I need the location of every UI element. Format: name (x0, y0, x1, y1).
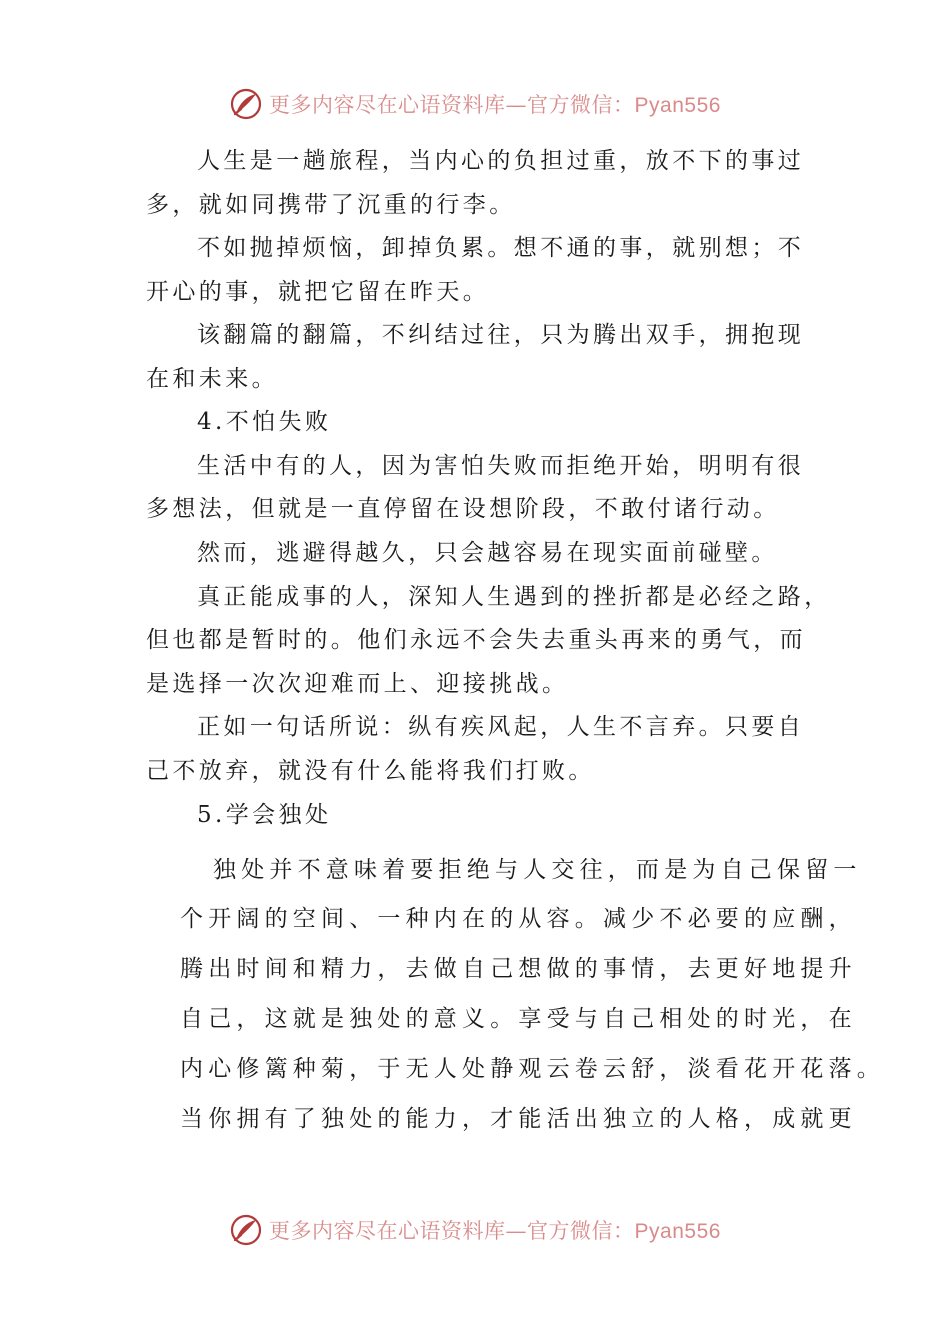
wechat-id: Pyan556 (634, 94, 721, 117)
text-line: 是选择一次次迎难而上、迎接挑战。 (146, 671, 569, 697)
text-line: 该翻篇的翻篇，不纠结过往，只为腾出双手，拥抱现 (197, 322, 805, 348)
banner-text: 更多内容尽在心语资料库—官方微信：Pyan556 (269, 93, 721, 117)
text-line: 自己，这就是独处的意义。享受与自己相处的时光，在 (180, 1006, 857, 1032)
header-banner (0, 84, 950, 124)
wechat-id: Pyan556 (634, 1220, 721, 1243)
text-line: 个开阔的空间、一种内在的从容。减少不必要的应酬， (180, 906, 857, 932)
text-line: 生活中有的人，因为害怕失败而拒绝开始，明明有很 (197, 453, 805, 479)
banner-text: 更多内容尽在心语资料库—官方微信：Pyan556 (269, 1219, 721, 1243)
text-line: 多，就如同携带了沉重的行李。 (146, 192, 516, 218)
text-line: 腾出时间和精力，去做自己想做的事情，去更好地提升 (180, 956, 857, 982)
text-line: 然而，逃避得越久，只会越容易在现实面前碰壁。 (197, 540, 778, 566)
text-line: 在和未来。 (146, 366, 278, 392)
text-line: 多想法，但就是一直停留在设想阶段，不敢付诸行动。 (146, 496, 780, 522)
text-line: 正如一句话所说：纵有疾风起，人生不言弃。只要自 (197, 714, 805, 740)
text-line: 真正能成事的人，深知人生遇到的挫折都是必经之路， (197, 584, 831, 610)
text-line: 内心修篱种菊，于无人处静观云卷云舒，淡看花开花落。 (180, 1056, 885, 1082)
text-line: 但也都是暂时的。他们永远不会失去重头再来的勇气，而 (146, 627, 806, 653)
footer-banner (0, 1210, 950, 1250)
text-line: 独处并不意味着要拒绝与人交往，而是为自己保留一 (213, 857, 862, 883)
text-line: 人生是一趟旅程，当内心的负担过重，放不下的事过 (197, 148, 805, 174)
section-heading: 4.不怕失败 (197, 409, 332, 435)
section-heading: 5.学会独处 (197, 802, 332, 828)
text-line: 不如抛掉烦恼，卸掉负累。想不通的事，就别想；不 (197, 235, 805, 261)
pen-logo-icon (229, 87, 263, 121)
text-line: 己不放弃，就没有什么能将我们打败。 (146, 758, 595, 784)
pen-logo-icon (229, 1213, 263, 1247)
text-line: 开心的事，就把它留在昨天。 (146, 279, 490, 305)
text-line: 当你拥有了独处的能力，才能活出独立的人格，成就更 (180, 1106, 857, 1132)
